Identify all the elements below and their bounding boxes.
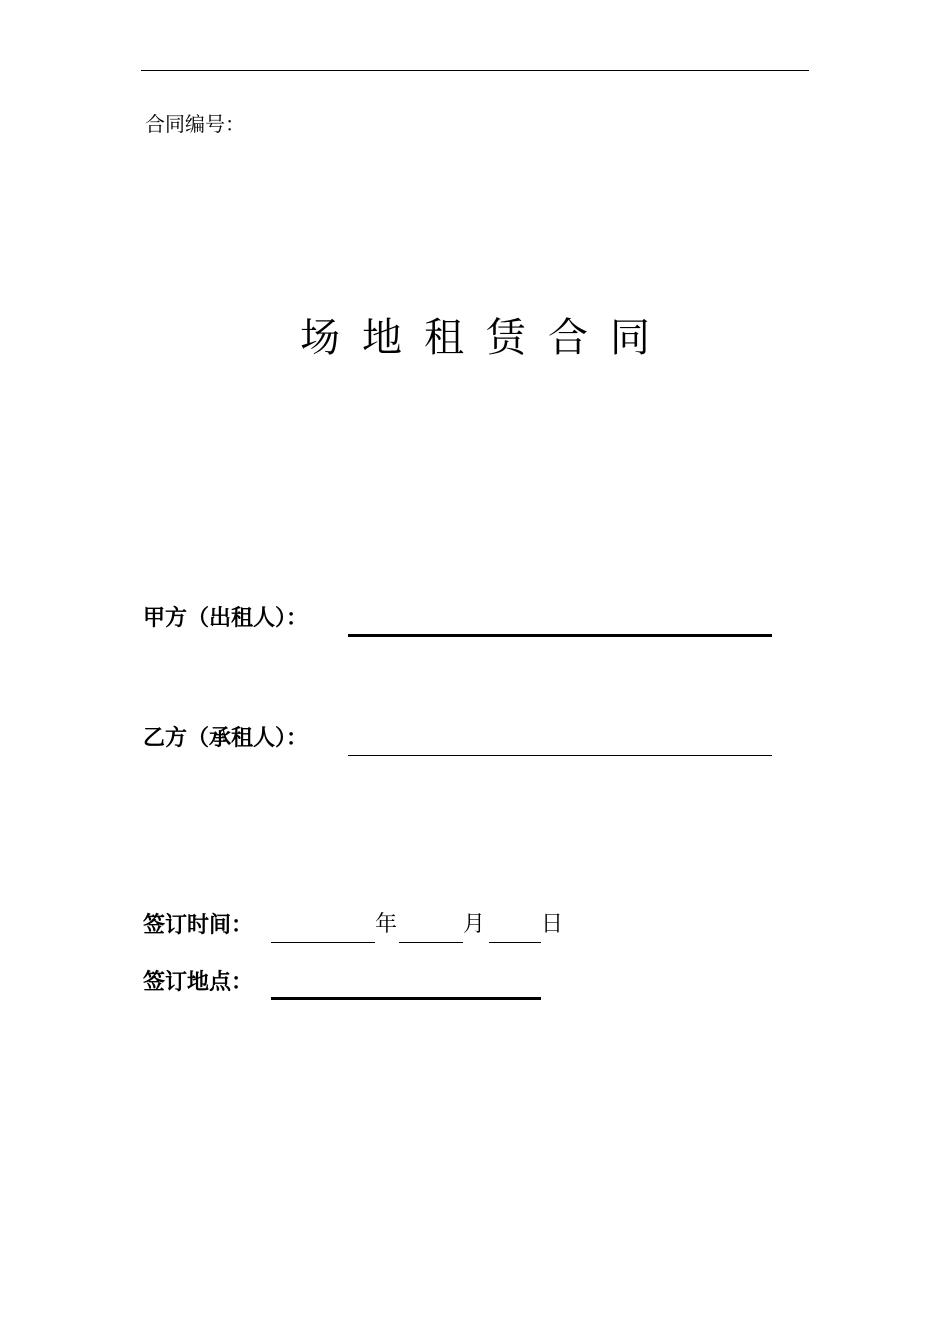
month-blank xyxy=(399,942,463,943)
place-blank xyxy=(271,997,541,1000)
signing-place-label: 签订地点： xyxy=(143,969,254,995)
signing-time-label: 签订时间： xyxy=(143,912,254,938)
party-a-fill-line xyxy=(348,634,772,637)
contract-number-label: 合同编号： xyxy=(145,112,245,136)
day-unit: 日 xyxy=(541,912,564,937)
document-title: 场地租赁合同 xyxy=(300,315,672,361)
party-b-label: 乙方（承租人）： xyxy=(143,725,309,751)
party-a-label: 甲方（出租人）： xyxy=(143,605,309,631)
year-blank xyxy=(271,942,375,943)
year-unit: 年 xyxy=(375,912,398,937)
party-b-fill-line xyxy=(348,755,772,756)
month-unit: 月 xyxy=(463,912,486,937)
day-blank xyxy=(489,942,541,943)
header-rule xyxy=(141,70,809,71)
